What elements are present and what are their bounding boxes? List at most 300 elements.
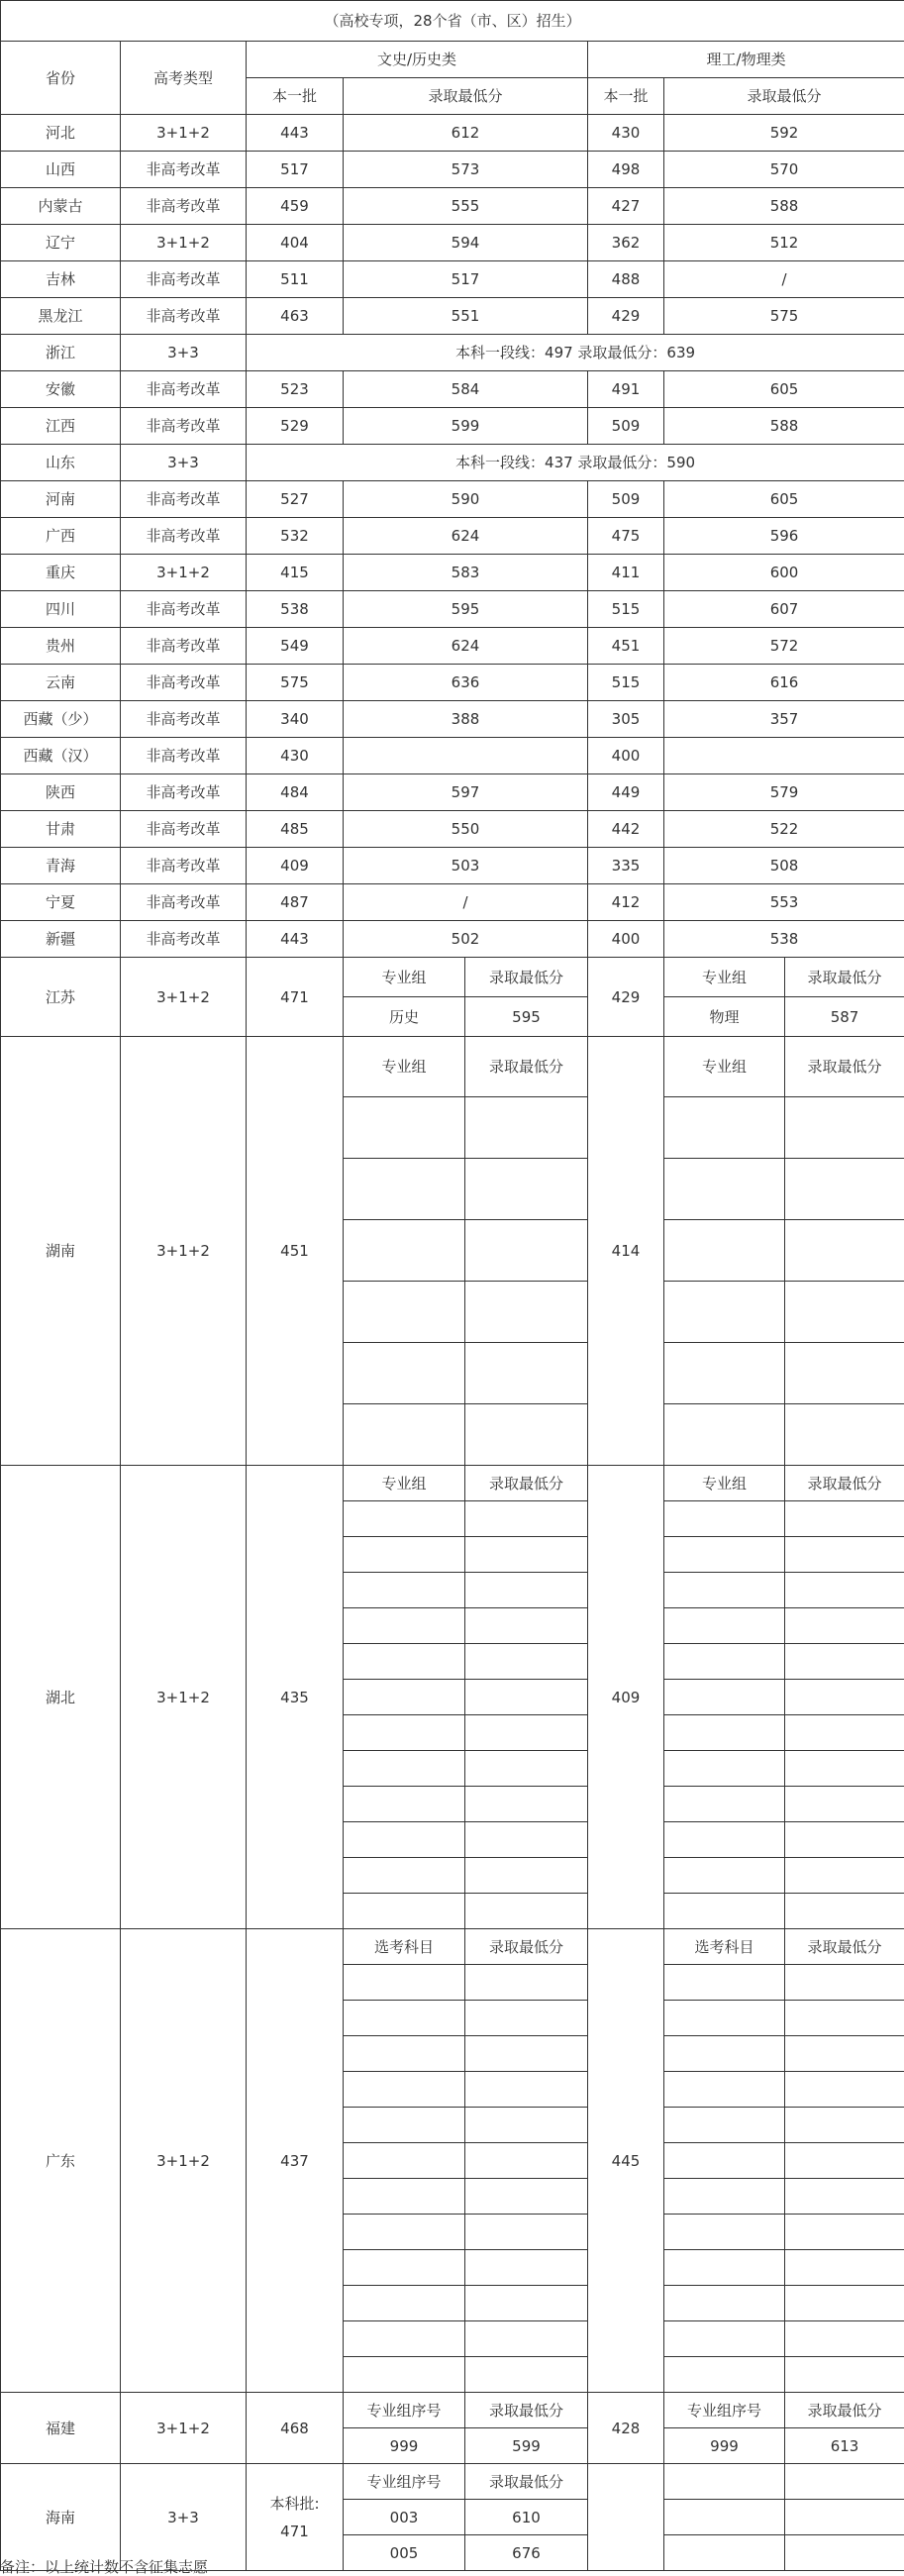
cell-empty <box>664 1644 785 1680</box>
cell-arts-first-batch: 529 <box>247 408 344 445</box>
cell-science-first-batch: 445 <box>588 1929 664 2393</box>
cell-arts-group: 999 <box>344 2428 465 2464</box>
table-row <box>1 811 904 848</box>
cell-exam-type: 非高考改革 <box>121 921 247 958</box>
cell-empty <box>344 1573 465 1608</box>
cell-empty <box>344 2036 465 2072</box>
cell-exam-type: 3+1+2 <box>121 115 247 152</box>
cell-empty <box>664 1715 785 1751</box>
cell-empty <box>785 2286 904 2321</box>
cell-science-min-score: 596 <box>664 518 904 555</box>
cell-arts-min-score: 550 <box>344 811 588 848</box>
table-row <box>1 555 904 591</box>
cell-empty <box>664 2464 785 2500</box>
cell-province: 山西 <box>1 152 121 188</box>
cell-empty <box>344 2143 465 2179</box>
cell-exam-type: 非高考改革 <box>121 665 247 701</box>
cell-empty <box>785 1282 904 1343</box>
cell-empty <box>785 1501 904 1537</box>
cell-empty <box>465 1573 588 1608</box>
table-row <box>1 628 904 665</box>
cell-arts-first-batch: 443 <box>247 115 344 152</box>
cell-arts-first-batch: 459 <box>247 188 344 225</box>
cell-exam-type: 非高考改革 <box>121 371 247 408</box>
cell-empty <box>785 1894 904 1929</box>
cell-empty <box>785 1822 904 1858</box>
cell-arts-min-score: 624 <box>344 518 588 555</box>
cell-empty <box>785 2179 904 2215</box>
batch-label: 本科批: <box>249 2495 341 2513</box>
cell-arts-min-score: 551 <box>344 298 588 335</box>
cell-science-first-batch: 451 <box>588 628 664 665</box>
table-row <box>1 665 904 701</box>
cell-empty <box>344 1404 465 1466</box>
cell-empty <box>664 2250 785 2286</box>
cell-arts-min-score: 597 <box>344 774 588 811</box>
cell-empty <box>664 1858 785 1894</box>
cell-science-first-batch: 498 <box>588 152 664 188</box>
cell-science-first-batch: 430 <box>588 115 664 152</box>
cell-science-first-batch: 414 <box>588 1037 664 1466</box>
table-row <box>1 225 904 261</box>
cell-subheader: 录取最低分 <box>465 958 588 997</box>
cell-merged-score: 本科一段线：497 录取最低分：639 <box>247 335 904 371</box>
cell-subheader: 专业组 <box>664 1037 785 1097</box>
cell-empty <box>664 1608 785 1644</box>
cell-science-first-batch: 488 <box>588 261 664 298</box>
cell-exam-type: 非高考改革 <box>121 298 247 335</box>
cell-empty <box>785 2072 904 2108</box>
cell-arts-first-batch: 443 <box>247 921 344 958</box>
table-row <box>1 335 904 371</box>
cell-empty <box>664 2535 785 2571</box>
cell-empty <box>344 1159 465 1220</box>
cell-arts-group: 003 <box>344 2500 465 2535</box>
cell-subheader: 专业组序号 <box>664 2393 785 2428</box>
cell-science-min-score: 607 <box>664 591 904 628</box>
table-row <box>1 298 904 335</box>
cell-empty <box>785 2143 904 2179</box>
table-row <box>1 701 904 738</box>
table-row <box>1 371 904 408</box>
cell-science-min-score: 616 <box>664 665 904 701</box>
cell-exam-type: 3+1+2 <box>121 2393 247 2464</box>
cell-arts-first-batch: 523 <box>247 371 344 408</box>
cell-exam-type: 3+1+2 <box>121 958 247 1037</box>
cell-subheader: 选考科目 <box>664 1929 785 1965</box>
cell-empty <box>664 2108 785 2143</box>
cell-empty <box>344 2001 465 2036</box>
cell-exam-type: 非高考改革 <box>121 481 247 518</box>
cell-arts-group: 005 <box>344 2535 465 2571</box>
table-row <box>1 591 904 628</box>
cell-science-min-score: 572 <box>664 628 904 665</box>
cell-empty <box>785 1715 904 1751</box>
cell-empty <box>785 2357 904 2393</box>
cell-empty <box>465 2286 588 2321</box>
cell-empty <box>344 1608 465 1644</box>
cell-science-first-batch: 428 <box>588 2393 664 2464</box>
cell-empty <box>664 1220 785 1282</box>
cell-empty <box>785 1751 904 1787</box>
cell-empty <box>465 1343 588 1404</box>
cell-empty <box>344 1751 465 1787</box>
cell-empty <box>344 2179 465 2215</box>
cell-arts-first-batch: 463 <box>247 298 344 335</box>
cell-empty <box>465 1644 588 1680</box>
cell-empty <box>465 1537 588 1573</box>
table-row <box>1 152 904 188</box>
cell-exam-type: 非高考改革 <box>121 848 247 884</box>
cell-arts-min-score: 584 <box>344 371 588 408</box>
cell-empty <box>785 2001 904 2036</box>
cell-arts-first-batch: 485 <box>247 811 344 848</box>
cell-empty <box>465 1282 588 1343</box>
cell-province: 湖北 <box>1 1466 121 1929</box>
cell-empty <box>785 1220 904 1282</box>
cell-science-min-score: 600 <box>664 555 904 591</box>
cell-arts-first-batch: 430 <box>247 738 344 774</box>
cell-arts-first-batch: 538 <box>247 591 344 628</box>
cell-empty <box>785 2535 904 2571</box>
cell-empty <box>344 1822 465 1858</box>
cell-empty <box>344 1715 465 1751</box>
cell-province: 海南 <box>1 2464 121 2571</box>
cell-subheader: 录取最低分 <box>785 2393 904 2428</box>
cell-arts-first-batch: 415 <box>247 555 344 591</box>
table-row <box>1 2393 904 2428</box>
cell-subheader: 录取最低分 <box>785 958 904 997</box>
cell-arts-min-score: 573 <box>344 152 588 188</box>
cell-empty <box>785 2250 904 2286</box>
cell-empty <box>344 1501 465 1537</box>
cell-province: 江苏 <box>1 958 121 1037</box>
footnote: 备注：以上统计数不含征集志愿 <box>0 2558 208 2576</box>
cell-science-first-batch: 515 <box>588 665 664 701</box>
cell-subheader: 专业组 <box>344 958 465 997</box>
table-row <box>1 261 904 298</box>
cell-empty <box>344 2108 465 2143</box>
cell-empty <box>344 1644 465 1680</box>
cell-arts-first-batch: 511 <box>247 261 344 298</box>
cell-empty <box>785 1608 904 1644</box>
header-arts-first-batch: 本一批 <box>247 78 344 115</box>
cell-province: 甘肃 <box>1 811 121 848</box>
cell-empty <box>664 1573 785 1608</box>
cell-science-min-score: 605 <box>664 481 904 518</box>
cell-exam-type: 非高考改革 <box>121 884 247 921</box>
cell-science-min-score: / <box>664 261 904 298</box>
cell-exam-type: 非高考改革 <box>121 408 247 445</box>
cell-empty <box>664 2036 785 2072</box>
cell-empty <box>465 1680 588 1715</box>
cell-empty <box>664 2072 785 2108</box>
cell-province: 新疆 <box>1 921 121 958</box>
cell-empty <box>344 2321 465 2357</box>
cell-empty <box>664 1404 785 1466</box>
cell-empty <box>344 1894 465 1929</box>
cell-subheader: 专业组 <box>664 958 785 997</box>
cell-empty <box>664 1537 785 1573</box>
cell-empty <box>664 2143 785 2179</box>
cell-empty <box>465 2001 588 2036</box>
cell-arts-min-score: / <box>344 884 588 921</box>
cell-empty <box>785 1787 904 1822</box>
cell-science-first-batch: 412 <box>588 884 664 921</box>
cell-empty <box>465 1822 588 1858</box>
cell-empty <box>465 1220 588 1282</box>
cell-science-min-score: 592 <box>664 115 904 152</box>
cell-science-min-score: 570 <box>664 152 904 188</box>
cell-exam-type: 3+3 <box>121 335 247 371</box>
table-row <box>1 774 904 811</box>
table-row <box>1 848 904 884</box>
table-row <box>1 921 904 958</box>
table-row <box>1 884 904 921</box>
cell-arts-min-score: 590 <box>344 481 588 518</box>
header-exam-type: 高考类型 <box>121 42 247 115</box>
cell-exam-type: 3+1+2 <box>121 225 247 261</box>
cell-subheader: 录取最低分 <box>465 1037 588 1097</box>
cell-science-group: 999 <box>664 2428 785 2464</box>
cell-science-first-batch: 442 <box>588 811 664 848</box>
table-row <box>1 1037 904 1097</box>
cell-empty <box>664 1159 785 1220</box>
cell-empty <box>465 1097 588 1159</box>
cell-subheader: 录取最低分 <box>465 1466 588 1501</box>
cell-empty <box>465 1715 588 1751</box>
cell-exam-type: 3+1+2 <box>121 1466 247 1929</box>
cell-province: 吉林 <box>1 261 121 298</box>
cell-province: 四川 <box>1 591 121 628</box>
cell-empty <box>664 1822 785 1858</box>
cell-science-min-score: 553 <box>664 884 904 921</box>
cell-empty <box>344 2072 465 2108</box>
cell-empty <box>465 1501 588 1537</box>
cell-empty <box>465 1787 588 1822</box>
cell-arts-first-batch <box>247 2464 344 2571</box>
table-row <box>1 2464 904 2500</box>
cell-subheader: 录取最低分 <box>465 2464 588 2500</box>
cell-arts-first-batch: 435 <box>247 1466 344 1929</box>
cell-empty <box>664 1894 785 1929</box>
cell-empty <box>785 1644 904 1680</box>
cell-arts-first-batch: 468 <box>247 2393 344 2464</box>
cell-exam-type: 非高考改革 <box>121 152 247 188</box>
cell-empty <box>344 1787 465 1822</box>
cell-empty <box>664 2500 785 2535</box>
cell-exam-type: 非高考改革 <box>121 628 247 665</box>
cell-exam-type: 非高考改革 <box>121 261 247 298</box>
cell-science-first-batch: 400 <box>588 738 664 774</box>
cell-province: 广东 <box>1 1929 121 2393</box>
cell-science-first-batch: 449 <box>588 774 664 811</box>
cell-science-first-batch: 429 <box>588 958 664 1037</box>
table-row <box>1 481 904 518</box>
cell-science-min-score: 575 <box>664 298 904 335</box>
header-arts: 文史/历史类 <box>247 42 588 78</box>
cell-arts-score: 676 <box>465 2535 588 2571</box>
cell-empty <box>344 1343 465 1404</box>
cell-empty <box>664 2321 785 2357</box>
cell-arts-min-score: 595 <box>344 591 588 628</box>
cell-province: 西藏（少） <box>1 701 121 738</box>
cell-province: 浙江 <box>1 335 121 371</box>
cell-subheader: 录取最低分 <box>465 1929 588 1965</box>
cell-arts-min-score: 594 <box>344 225 588 261</box>
cell-science-first-batch: 409 <box>588 1466 664 1929</box>
cell-province: 辽宁 <box>1 225 121 261</box>
cell-arts-first-batch: 532 <box>247 518 344 555</box>
cell-empty <box>465 2250 588 2286</box>
cell-science-min-score: 357 <box>664 701 904 738</box>
cell-province: 山东 <box>1 445 121 481</box>
cell-exam-type: 3+3 <box>121 445 247 481</box>
cell-empty <box>664 2179 785 2215</box>
cell-subheader: 录取最低分 <box>465 2393 588 2428</box>
cell-empty <box>465 1608 588 1644</box>
cell-arts-min-score: 503 <box>344 848 588 884</box>
table-row <box>1 958 904 997</box>
cell-empty <box>465 2072 588 2108</box>
cell-empty <box>785 2108 904 2143</box>
cell-arts-min-score: 502 <box>344 921 588 958</box>
cell-province: 贵州 <box>1 628 121 665</box>
cell-science-first-batch: 362 <box>588 225 664 261</box>
cell-empty <box>785 2500 904 2535</box>
header-science-min-score: 录取最低分 <box>664 78 904 115</box>
header-science-first-batch: 本一批 <box>588 78 664 115</box>
cell-empty <box>465 2143 588 2179</box>
cell-arts-first-batch: 437 <box>247 1929 344 2393</box>
cell-science-min-score: 579 <box>664 774 904 811</box>
cell-province: 河北 <box>1 115 121 152</box>
table-row <box>1 518 904 555</box>
table-row <box>1 188 904 225</box>
cell-province: 江西 <box>1 408 121 445</box>
cell-exam-type: 非高考改革 <box>121 518 247 555</box>
cell-science-min-score: 512 <box>664 225 904 261</box>
cell-exam-type: 3+1+2 <box>121 555 247 591</box>
cell-arts-group: 历史 <box>344 997 465 1037</box>
table-row <box>1 115 904 152</box>
cell-empty <box>785 1858 904 1894</box>
cell-arts-min-score <box>344 738 588 774</box>
cell-science-first-batch: 491 <box>588 371 664 408</box>
cell-science-first-batch: 411 <box>588 555 664 591</box>
cell-arts-min-score: 583 <box>344 555 588 591</box>
cell-science-first-batch: 305 <box>588 701 664 738</box>
cell-science-first-batch: 515 <box>588 591 664 628</box>
cell-empty <box>664 1751 785 1787</box>
cell-arts-first-batch: 517 <box>247 152 344 188</box>
cell-subheader: 专业组 <box>344 1037 465 1097</box>
cell-empty <box>344 2357 465 2393</box>
table-caption: （高校专项，28个省（市、区）招生） <box>1 1 904 42</box>
cell-empty <box>344 1858 465 1894</box>
cell-subheader: 录取最低分 <box>785 1466 904 1501</box>
cell-science-min-score: 588 <box>664 188 904 225</box>
cell-province: 河南 <box>1 481 121 518</box>
cell-empty <box>344 1965 465 2001</box>
cell-province: 青海 <box>1 848 121 884</box>
cell-arts-min-score: 636 <box>344 665 588 701</box>
cell-province: 福建 <box>1 2393 121 2464</box>
cell-exam-type: 非高考改革 <box>121 701 247 738</box>
cell-province: 广西 <box>1 518 121 555</box>
cell-province: 宁夏 <box>1 884 121 921</box>
cell-arts-first-batch: 487 <box>247 884 344 921</box>
cell-subheader: 专业组序号 <box>344 2393 465 2428</box>
cell-arts-min-score: 555 <box>344 188 588 225</box>
cell-empty <box>785 2321 904 2357</box>
table-row <box>1 738 904 774</box>
cell-arts-first-batch: 527 <box>247 481 344 518</box>
table-row <box>1 1929 904 1965</box>
cell-science-group: 物理 <box>664 997 785 1037</box>
cell-arts-first-batch: 471 <box>247 958 344 1037</box>
table-row <box>1 1466 904 1501</box>
cell-empty <box>465 1894 588 1929</box>
cell-province: 云南 <box>1 665 121 701</box>
cell-subheader: 专业组序号 <box>344 2464 465 2500</box>
cell-science-score: 587 <box>785 997 904 1037</box>
cell-province: 西藏（汉） <box>1 738 121 774</box>
cell-empty <box>664 1282 785 1343</box>
cell-exam-type: 非高考改革 <box>121 774 247 811</box>
cell-empty <box>465 2215 588 2250</box>
cell-arts-first-batch: 404 <box>247 225 344 261</box>
cell-subheader: 专业组 <box>344 1466 465 1501</box>
cell-empty <box>344 2215 465 2250</box>
cell-arts-first-batch: 451 <box>247 1037 344 1466</box>
cell-exam-type: 非高考改革 <box>121 738 247 774</box>
cell-empty <box>344 1537 465 1573</box>
cell-province: 内蒙古 <box>1 188 121 225</box>
cell-empty <box>344 1220 465 1282</box>
cell-empty <box>465 2357 588 2393</box>
cell-province: 湖南 <box>1 1037 121 1466</box>
cell-science-first-batch: 400 <box>588 921 664 958</box>
cell-arts-first-batch: 575 <box>247 665 344 701</box>
cell-arts-min-score: 624 <box>344 628 588 665</box>
cell-subheader: 录取最低分 <box>785 1929 904 1965</box>
cell-exam-type: 非高考改革 <box>121 188 247 225</box>
cell-empty <box>785 1404 904 1466</box>
cell-exam-type: 非高考改革 <box>121 591 247 628</box>
cell-empty <box>664 1680 785 1715</box>
table-row <box>1 445 904 481</box>
cell-science-first-batch: 335 <box>588 848 664 884</box>
cell-science-min-score: 538 <box>664 921 904 958</box>
cell-empty <box>344 1097 465 1159</box>
cell-empty <box>465 2321 588 2357</box>
cell-arts-min-score: 599 <box>344 408 588 445</box>
cell-subheader: 选考科目 <box>344 1929 465 1965</box>
cell-empty <box>465 2108 588 2143</box>
cell-arts-score: 595 <box>465 997 588 1037</box>
cell-empty <box>664 1965 785 2001</box>
cell-empty <box>465 1159 588 1220</box>
cell-empty <box>664 2357 785 2393</box>
cell-science-first-batch: 509 <box>588 481 664 518</box>
header-science: 理工/物理类 <box>588 42 904 78</box>
cell-empty <box>664 2001 785 2036</box>
cell-science-min-score: 522 <box>664 811 904 848</box>
cell-arts-first-batch: 409 <box>247 848 344 884</box>
cell-empty <box>465 1858 588 1894</box>
cell-empty <box>465 1404 588 1466</box>
